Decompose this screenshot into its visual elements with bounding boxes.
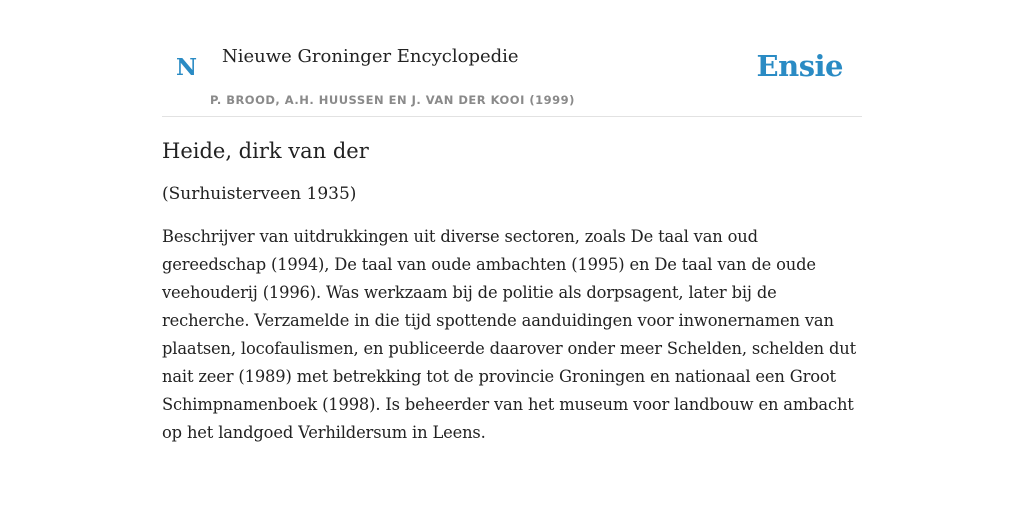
- book-title-link[interactable]: Nieuwe Groninger Encyclopedie: [222, 46, 519, 67]
- entry-title: Heide, dirk van der: [162, 139, 369, 163]
- entry-subtitle: (Surhuisterveen 1935): [162, 184, 357, 205]
- page-header: [162, 0, 862, 117]
- book-logo[interactable]: N: [176, 54, 198, 81]
- book-authors: P. BROOD, A.H. HUUSSEN EN J. VAN DER KOOI (1999): [210, 93, 575, 107]
- entry-body: Beschrijver van uitdrukkingen uit diverse sectoren, zoals De taal van oud gereedschap (1994), De taal van oude ambachten (1995) en De taal van de oude veehouderij (1996). Was werkzaam bij de politie als dorpsagent, later bij de recherche. Verzamelde in die tijd spottende aanduidingen voor inwonernamen van plaatsen, locofaulismen, en publiceerde daarover onder meer Schelden, schelden dut nait zeer (1989) met betrekking tot de provincie Groningen en nationaal een Groot Schimpnamenboek (1998). Is beheerder van het museum voor landbouw en ambacht op het landgoed Verhildersum in Leens.: [162, 227, 857, 443]
- entry-content: [162, 138, 862, 447]
- ensie-logo[interactable]: Ensie: [756, 49, 843, 83]
